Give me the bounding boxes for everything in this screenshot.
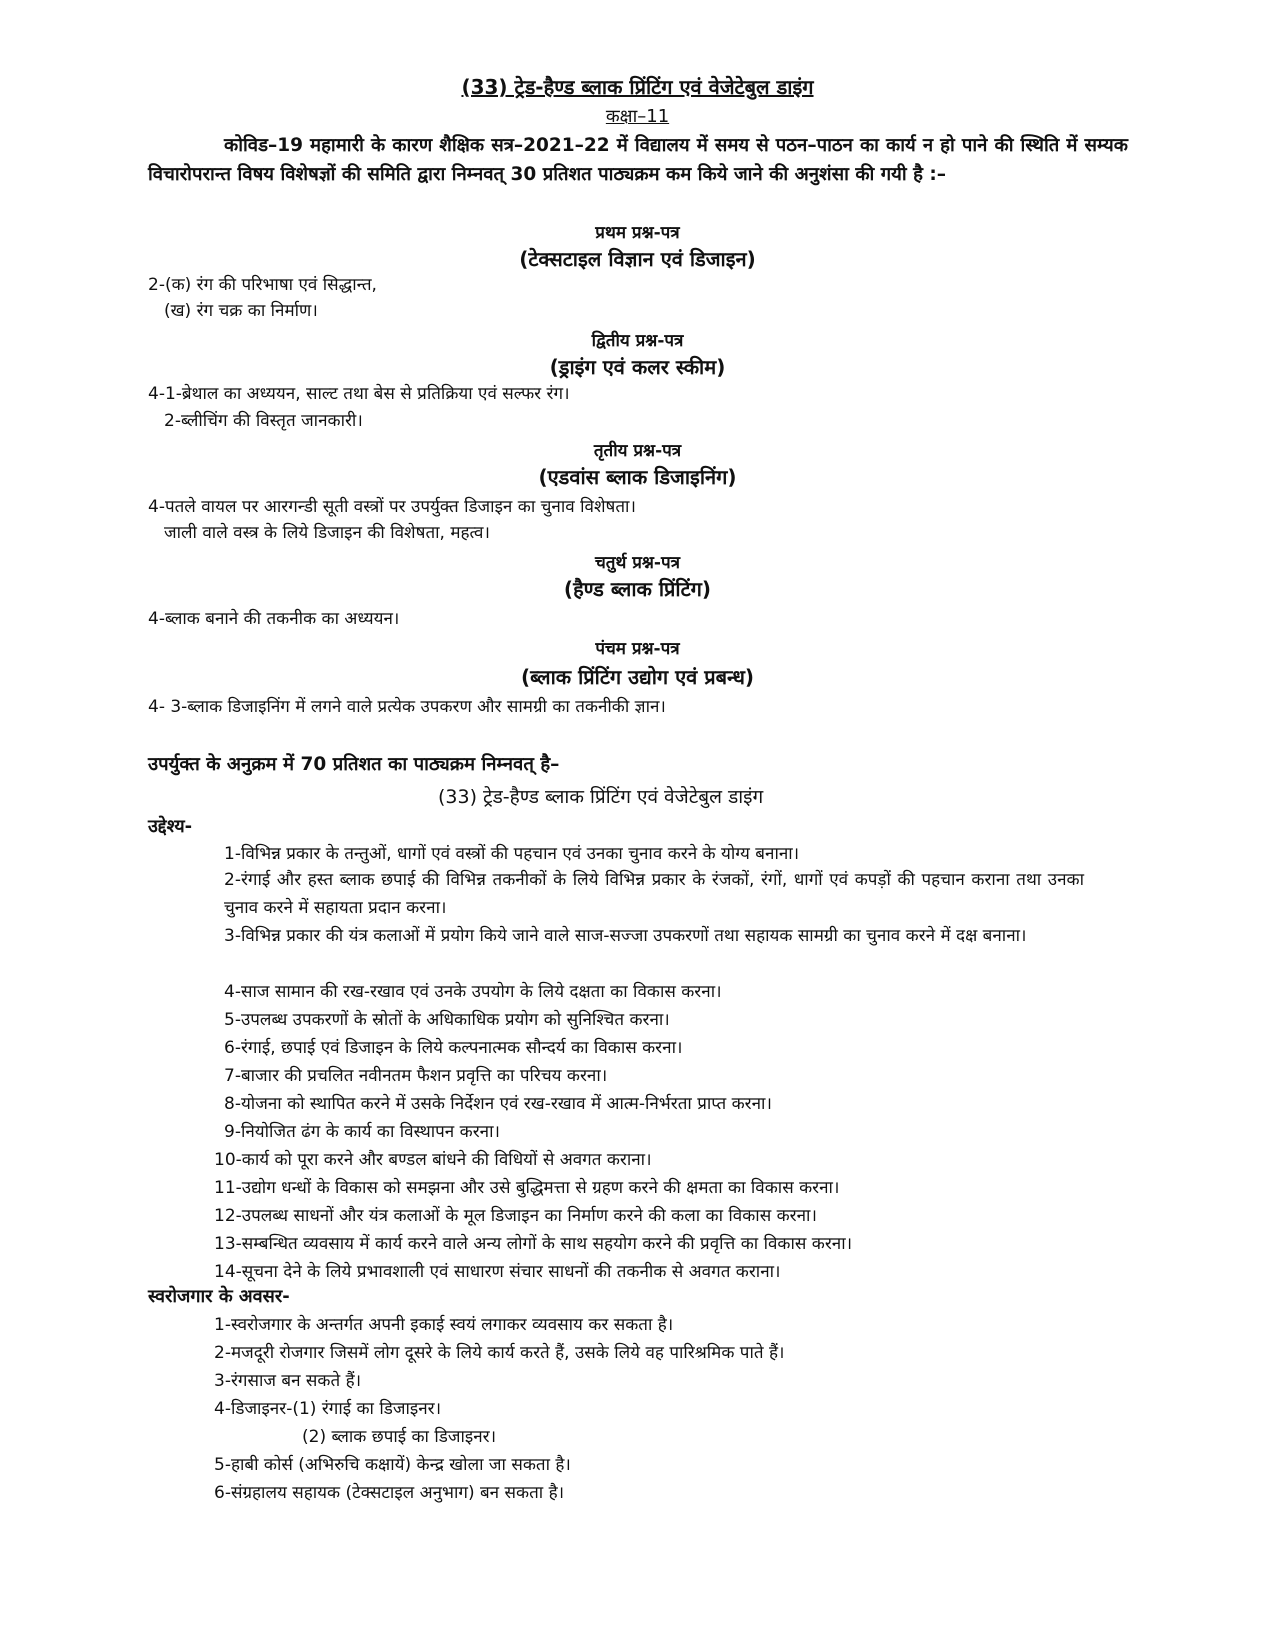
employment-item: 4-डिजाइनर-(1) रंगाई का डिजाइनर। (214, 1399, 442, 1419)
objective-item: 4-साज सामान की रख-रखाव एवं उनके उपयोग के लिये दक्षता का विकास करना। (224, 982, 722, 1002)
objective-item: 7-बाजार की प्रचलित नवीनतम फैशन प्रवृत्ति का परिचय करना। (224, 1066, 608, 1086)
objective-item: 10-कार्य को पूरा करने और बण्डल बांधने की विधियों से अवगत कराना। (214, 1150, 652, 1170)
employment-item: 5-हाबी कोर्स (अभिरुचि कक्षायें) केन्द्र खोला जा सकता है। (214, 1455, 571, 1475)
objective-item: 13-सम्बन्धित व्यवसाय में कार्य करने वाले अन्य लोगों के साथ सहयोग करने की प्रवृत्ति का विकास करना। (214, 1234, 853, 1254)
employment-item: (2) ब्लाक छपाई का डिजाइनर। (302, 1427, 497, 1447)
employment-item: 1-स्वरोजगार के अन्तर्गत अपनी इकाई स्वयं लगाकर व्यवसाय कर सकता है। (214, 1315, 674, 1335)
employment-item: 6-संग्रहालय सहायक (टेक्सटाइल अनुभाग) बन सकता है। (214, 1483, 565, 1503)
paper-2-line-2: 2-ब्लीचिंग की विस्तृत जानकारी। (164, 411, 363, 431)
paper-1-name: प्रथम प्रश्न-पत्र (595, 223, 680, 243)
paper-5-subject: (ब्लाक प्रिंटिंग उद्योग एवं प्रबन्ध) (520, 665, 755, 689)
objective-item: 5-उपलब्ध उपकरणों के स्रोतों के अधिकाधिक प्रयोग को सुनिश्चित करना। (224, 1010, 670, 1030)
objective-item: 11-उद्योग धन्धों के विकास को समझना और उसे बुद्धिमत्ता से ग्रहण करने की क्षमता का विकास करना। (214, 1178, 840, 1198)
paper-3-line-1: 4-पतले वायल पर आरगन्डी सूती वस्त्रों पर उपर्युक्त डिजाइन का चुनाव विशेषता। (148, 497, 636, 517)
objective-item: 14-सूचना देने के लिये प्रभावशाली एवं साधारण संचार साधनों की तकनीक से अवगत कराना। (214, 1262, 781, 1282)
paper-2-subject: (ड्राइंग एवं कलर स्कीम) (549, 355, 726, 379)
employment-item: 3-रंगसाज बन सकते हैं। (214, 1371, 362, 1391)
paper-2-name: द्वितीय प्रश्न-पत्र (591, 331, 684, 351)
paper-3-name: तृतीय प्रश्न-पत्र (593, 441, 682, 461)
paper-4-subject: (हैण्ड ब्लाक प्रिंटिंग) (563, 577, 712, 601)
document-title: (33) ट्रेड-हैण्ड ब्लाक प्रिंटिंग एवं वेजेटेबुल डाइंग (461, 75, 814, 99)
syllabus-70-title: (33) ट्रेड-हैण्ड ब्लाक प्रिंटिंग एवं वेजेटेबुल डाइंग (438, 786, 764, 808)
objective-item: 1-विभिन्न प्रकार के तन्तुओं, धागों एवं वस्त्रों की पहचान एवं उनका चुनाव करने के योग्य बनाना। (224, 844, 800, 864)
objective-item: 3-विभिन्न प्रकार की यंत्र कलाओं में प्रयोग किये जाने वाले साज-सज्जा उपकरणों तथा सहायक सामग्री का चुनाव करने में दक्ष बनाना। (224, 926, 1027, 946)
objective-item: 8-योजना को स्थापित करने में उसके निर्देशन एवं रख-रखाव में आत्म-निर्भरता प्राप्त करना। (224, 1094, 772, 1114)
paper-4-name: चतुर्थ प्रश्न-पत्र (594, 553, 681, 573)
paper-5-name: पंचम प्रश्न-पत्र (595, 639, 680, 659)
objective-item: 9-नियोजित ढंग के कार्य का विस्थापन करना। (224, 1122, 500, 1142)
paper-3-subject: (एडवांस ब्लाक डिजाइनिंग) (538, 465, 737, 489)
paper-4-line-1: 4-ब्लाक बनाने की तकनीक का अध्ययन। (148, 609, 400, 629)
paper-5-line-1: 4- 3-ब्लाक डिजाइनिंग में लगने वाले प्रत्येक उपकरण और सामग्री का तकनीकी ज्ञान। (148, 697, 666, 717)
objective-item: 2-रंगाई और हस्त ब्लाक छपाई की विभिन्न तकनीकों के लिये विभिन्न प्रकार के रंजकों, रंगों, धागों एवं कपड़ों की पहचान कराना तथा उनका चुनाव करने में सहायता प्रदान करना। (224, 870, 1084, 918)
paper-1-subject: (टेक्सटाइल विज्ञान एवं डिजाइन) (519, 247, 756, 271)
paper-1-line-1: 2-(क) रंग की परिभाषा एवं सिद्धान्त, (148, 275, 377, 295)
paper-3-line-2: जाली वाले वस्त्र के लिये डिजाइन की विशेषता, महत्व। (164, 523, 490, 543)
syllabus-70-heading: उपर्युक्त के अनुक्रम में 70 प्रतिशत का पाठ्यक्रम निम्नवत् है– (148, 754, 560, 775)
objective-item: 6-रंगाई, छपाई एवं डिजाइन के लिये कल्पनात्मक सौन्दर्य का विकास करना। (224, 1038, 683, 1058)
intro-paragraph: कोविड–19 महामारी के कारण शैक्षिक सत्र–2021–22 में विद्यालय में समय से पठन–पाठन का कार्य न हो पाने की स्थिति में सम्यक विचारोपरान्त विषय विशेषज्ञों की समिति द्वारा निम्नवत् 30 प्रतिशत पाठ्यक्रम कम किये जाने की अनुशंसा की गयी है :– (148, 135, 1128, 185)
employment-heading: स्वरोजगार के अवसर- (148, 1286, 290, 1307)
objectives-heading: उद्देश्य- (148, 816, 193, 837)
paper-2-line-1: 4-1-ब्रेथाल का अध्ययन, साल्ट तथा बेस से प्रतिक्रिया एवं सल्फर रंग। (148, 384, 570, 404)
paper-1-line-2: (ख) रंग चक्र का निर्माण। (164, 301, 318, 321)
objective-item: 12-उपलब्ध साधनों और यंत्र कलाओं के मूल डिजाइन का निर्माण करने की कला का विकास करना। (214, 1206, 817, 1226)
employment-item: 2-मजदूरी रोजगार जिसमें लोग दूसरे के लिये कार्य करते हैं, उसके लिये वह पारिश्रमिक पाते हैं। (214, 1343, 785, 1363)
class-label: कक्षा–11 (605, 106, 670, 127)
